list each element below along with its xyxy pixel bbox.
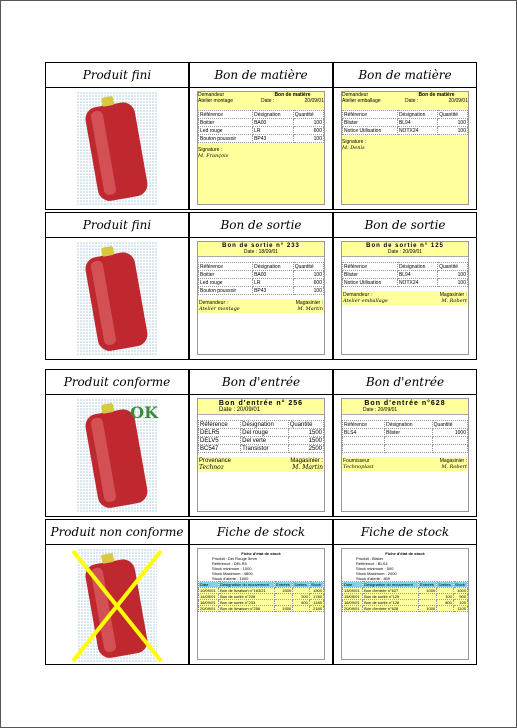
signature: M. Denis (342, 145, 365, 151)
col-header: Date (199, 582, 219, 588)
col-header: Désignation du mouvement (363, 582, 419, 588)
table-row: Blister BL94 100 (344, 119, 466, 126)
product-image-rejected (69, 549, 165, 663)
col-header: Sorties (293, 582, 310, 588)
magasinier-label: Magasinier : (290, 458, 323, 464)
fiche-stock-form (341, 548, 469, 660)
col-header: Entrées (419, 582, 437, 588)
info-line: Stock Maximum : 2000 (356, 571, 397, 576)
table-row: 15/09/01 Bon de sortie n°125 100 900 (344, 594, 466, 599)
bon-entree-form (341, 398, 469, 512)
col-header: Désignation (253, 111, 294, 119)
signature-label: Signature : (342, 139, 367, 145)
info-line: Stock Maximum : 4800 (212, 571, 253, 576)
demandeur-signature: Atelier montage (199, 306, 240, 312)
info-line: Référence : DELR5 (212, 561, 247, 566)
form-title: Bon d'entrée (218, 400, 274, 407)
table-row: Blister BL94 100 (344, 271, 466, 278)
table-row: DELV5 Del verte 1500 (200, 437, 322, 444)
ok-label: OK (130, 403, 158, 422)
demandeur-label: Demandeur (198, 92, 225, 98)
bon-matiere-form (197, 91, 325, 205)
product-image (77, 242, 157, 356)
cell-title: Produit non conforme (46, 520, 188, 545)
col-header: Désignation (385, 421, 432, 429)
date-value: 20/09/01 (236, 407, 261, 413)
col-header: Quantité (288, 421, 323, 429)
date-label: Date : (219, 407, 236, 413)
col-header: Désignation (397, 263, 437, 271)
col-header: Stock (453, 582, 467, 588)
magasinier-signature: M. Martin (297, 306, 323, 312)
col-header: Désignation (241, 421, 289, 429)
cell-bon-entree-2 (333, 369, 477, 517)
magasinier-label: Magasinier : (439, 292, 467, 298)
cell-title: Bon de matière (190, 63, 332, 88)
table-row: 18/09/01 Bon de sortie n°233 600 1180 (200, 600, 322, 605)
magasinier-signature: M. Robert (441, 464, 467, 470)
date-value: 20/09/01 (377, 407, 398, 413)
cell-bon-sortie-2 (333, 212, 477, 360)
col-header: Désignation (397, 111, 437, 119)
cell-title: Bon d'entrée (190, 370, 332, 395)
provenance-label: Provenance (199, 458, 232, 464)
table-row: 20/09/01 Bon d'entrée n°628 1000 1100 (344, 606, 466, 611)
signature: M. François (198, 153, 229, 159)
col-header: Quantité (293, 111, 323, 119)
table-row (343, 437, 468, 445)
magasinier-signature: M. Robert (441, 298, 467, 304)
col-header: Quantité (432, 421, 467, 429)
form-number: n°628 (421, 400, 446, 407)
col-header: Référence (343, 263, 398, 271)
table-row: Boitier BA00 100 (200, 119, 322, 126)
cell-produit-conforme (45, 369, 189, 517)
demandeur-value: Atelier montage (198, 98, 234, 104)
col-header: Entrées (275, 582, 293, 588)
info-line: Stock d'alerte : 1600 (212, 576, 249, 581)
table-row: 13/09/01 Bon d'entrée n°627 1000 1000 (344, 588, 466, 593)
cell-fiche-stock-1 (189, 519, 333, 665)
col-header: Quantité (438, 263, 468, 271)
date-label: Date : (363, 407, 377, 413)
info-line: Produit : Del Rouge 5mm (212, 556, 257, 561)
fournisseur-signature: Technoplast (343, 464, 374, 470)
form-number: n° 233 (276, 243, 300, 249)
table-row: BC547 Transistor 2500 (200, 445, 322, 452)
demandeur-label: Demandeur (342, 92, 369, 98)
table-row: 10/09/01 Bon de livraison n°163/21 1500 1500 (200, 588, 322, 593)
form-title: Bon de matière (418, 92, 455, 98)
table-row: Bouton poussoir BP43 100 (200, 287, 322, 294)
info-line: Référence : BLS4 (356, 561, 388, 566)
col-header: Référence (343, 111, 398, 119)
cell-fiche-stock-2 (333, 519, 477, 665)
cell-title: Bon d'entrée (334, 370, 476, 395)
fournisseur-label: Fournisseur (343, 458, 370, 464)
bon-matiere-form (341, 91, 469, 205)
info-line: Stock minimum : 500 (356, 566, 394, 571)
cell-bon-sortie-1 (189, 212, 333, 360)
table-row: 18/09/01 Bon de sortie n°128 800 100 (344, 600, 466, 605)
info-line: Stock minimum : 1000 (212, 566, 252, 571)
form-title: Bon d'entrée (364, 400, 419, 407)
col-header: Désignation du mouvement (219, 582, 275, 588)
date-label: Date : (243, 249, 258, 255)
provenance-signature: Technoz (199, 464, 224, 471)
table-row: Bouton poussoir BP43 100 (200, 135, 322, 142)
form-title: Bon de sortie (222, 243, 274, 249)
table-row: Boitier BA00 100 (200, 271, 322, 278)
cell-bon-entree-1 (189, 369, 333, 517)
date-value: 20/09/01 (304, 98, 324, 104)
info-line: Produit : Blister (356, 556, 384, 561)
cell-title: Fiche de stock (334, 520, 476, 545)
demandeur-label: Demandeur : (199, 300, 228, 306)
col-header: Référence (343, 421, 385, 429)
table-row: Notice Utilisation NOTX24 100 (344, 127, 466, 134)
product-image (77, 92, 157, 206)
table-row: Notice Utilisation NOTX24 100 (344, 279, 466, 286)
form-title: Fiche d'état de stock (385, 551, 425, 556)
col-header: Référence (199, 111, 253, 119)
bon-sortie-form (341, 241, 469, 355)
form-title: Fiche d'état de stock (241, 551, 281, 556)
magasinier-label: Magasinier : (439, 458, 467, 464)
form-title: Bon de sortie (366, 243, 418, 249)
table-row: 14/09/01 Bon de sortie n°228 200 1780 (200, 594, 322, 599)
col-header: Quantité (438, 111, 468, 119)
demandeur-value: Atelier emballage (342, 98, 381, 104)
signature-label: Signature : (198, 147, 223, 153)
cell-produit-fini-2 (45, 212, 189, 360)
cell-title: Fiche de stock (190, 520, 332, 545)
table-row: Led rouge LR 600 (200, 127, 322, 134)
cell-bon-matiere-2 (333, 62, 477, 210)
date-value: 20/09/01 (402, 249, 423, 255)
bon-entree-form (197, 398, 325, 512)
table-row: DELR5 Del rouge 1500 (200, 429, 322, 436)
cell-produit-fini-1 (45, 62, 189, 210)
cell-title: Bon de sortie (334, 213, 476, 238)
table-row: 20/09/01 Bon de livraison n°256 1500 2180 (200, 606, 322, 611)
cell-produit-non-conforme (45, 519, 189, 665)
magasinier-label: Magasinier : (295, 300, 323, 306)
col-header: Désignation (253, 263, 294, 271)
cell-title: Produit conforme (46, 370, 188, 395)
table-row: BLS4 Blister 1000 (344, 429, 466, 436)
col-header: Référence (199, 263, 253, 271)
cell-title: Produit fini (46, 213, 188, 238)
col-header: Date (343, 582, 363, 588)
col-header: Stock (309, 582, 323, 588)
date-value: 20/09/01 (448, 98, 468, 104)
date-value: 18/09/01 (258, 249, 279, 255)
form-number: n° 125 (420, 243, 444, 249)
date-label: Date : (405, 98, 419, 104)
cell-title: Bon de sortie (190, 213, 332, 238)
col-header: Quantité (293, 263, 323, 271)
magasinier-signature: M. Martin (292, 464, 323, 471)
table-row: Led rouge LR 600 (200, 279, 322, 286)
col-header: Référence (199, 421, 241, 429)
form-title: Bon de matière (274, 92, 311, 98)
date-label: Date : (387, 249, 402, 255)
table-row (343, 445, 468, 453)
fiche-stock-form (197, 548, 325, 660)
info-line: Stock d'alerte : 800 (356, 576, 391, 581)
demandeur-label: Demandeur : (343, 292, 372, 298)
col-header: Sorties (437, 582, 454, 588)
cell-bon-matiere-1 (189, 62, 333, 210)
demandeur-signature: Atelier emballage (343, 298, 388, 304)
form-number: n° 256 (276, 400, 304, 407)
cell-title: Produit fini (46, 63, 188, 88)
bon-sortie-form (197, 241, 325, 355)
date-label: Date : (261, 98, 275, 104)
cell-title: Bon de matière (334, 63, 476, 88)
